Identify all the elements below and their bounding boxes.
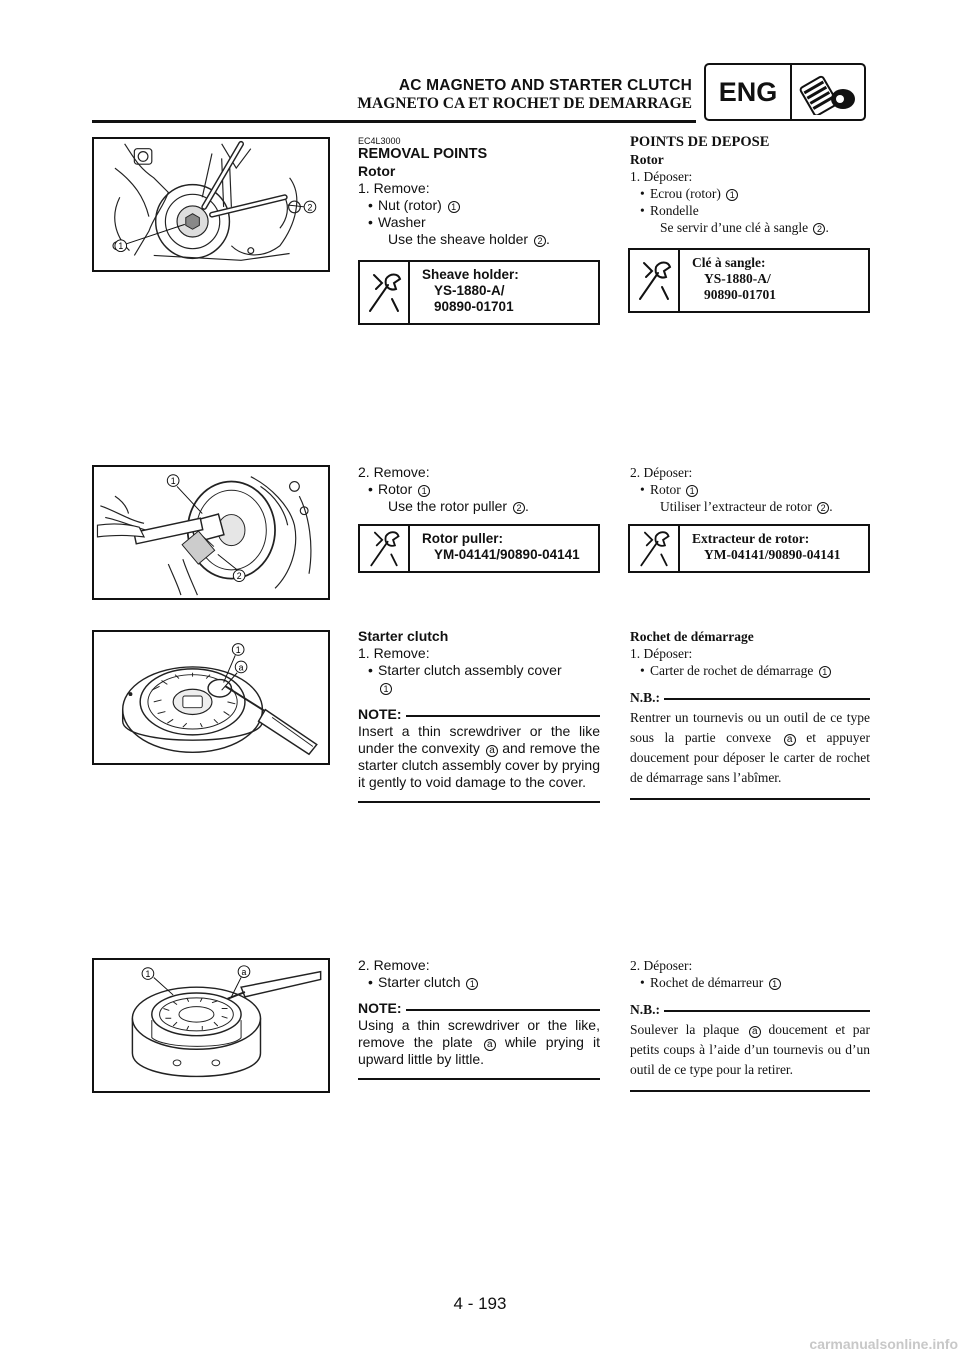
list-item: • Washer — [358, 214, 600, 231]
figure-rotor-nut — [92, 137, 330, 272]
step-1: 1. Remove: — [358, 645, 430, 661]
list-item: • Rotor 1 — [630, 481, 870, 498]
ref-1: 1 — [418, 485, 430, 497]
wrench-icon — [360, 262, 410, 323]
instruction-fr: Utiliser l’extracteur de rotor 2 . — [660, 499, 833, 514]
tool-number: 90890-01701 — [434, 299, 514, 314]
ref-2: 2 — [817, 502, 829, 514]
header-title-fr: MAGNETO CA ET ROCHET DE DEMARRAGE — [357, 95, 692, 112]
tool-number: YM-04141/90890-04141 — [434, 547, 580, 562]
svg-text:1: 1 — [235, 644, 241, 655]
list-item: • Ecrou (rotor) 1 — [630, 185, 870, 202]
list-item: • Nut (rotor) 1 — [358, 197, 600, 214]
figure-rotor-puller — [92, 465, 330, 600]
watermark: carmanualsonline.info — [809, 1336, 958, 1352]
step-2: 2. Remove: — [358, 957, 430, 973]
sec1-en — [358, 136, 600, 248]
svg-text:1: 1 — [145, 968, 151, 979]
step-2-fr: 2. Déposer: — [630, 465, 693, 480]
step-1-fr: 1. Déposer: — [630, 646, 693, 661]
instruction-fr: Se servir d’une clé à sangle 2 . — [660, 220, 829, 235]
tool-number: YM-04141/90890-04141 — [704, 547, 841, 562]
step-2: 2. Remove: — [358, 464, 430, 480]
step-2-fr: 2. Déposer: — [630, 958, 693, 973]
ref-2: 2 — [513, 502, 525, 514]
step-1-fr: 1. Déposer: — [630, 169, 693, 184]
ref-2: 2 — [813, 223, 825, 235]
note-text: Rentrer un tournevis ou un outil de ce type sous la partie convexe a et appuyer doucement pour déposer le carter de rochet de démarrage sans l’abîmer. — [630, 710, 871, 785]
rotor-subheading: Rotor — [358, 163, 396, 179]
ref-1: 1 — [686, 485, 698, 497]
tool-number: 90890-01701 — [704, 287, 776, 302]
header-rule — [92, 120, 696, 123]
wrench-icon — [630, 250, 680, 311]
list-item: • Rochet de démarreur 1 — [630, 974, 870, 991]
tool-number: YS-1880-A/ — [704, 271, 771, 286]
header-title-en: AC MAGNETO AND STARTER CLUTCH — [398, 77, 692, 94]
eng-badge-label: ENG — [706, 65, 792, 119]
sec4-fr — [630, 957, 870, 991]
nb-block — [630, 1000, 870, 1092]
ref-1: 1 — [448, 201, 460, 213]
ref-1: 1 — [726, 189, 738, 201]
step-1: 1. Remove: — [358, 180, 430, 196]
wrench-icon — [630, 526, 680, 571]
rotor-subheading-fr: Rotor — [630, 152, 664, 167]
svg-text:1: 1 — [118, 241, 124, 252]
list-item: • Rotor 1 — [358, 481, 600, 498]
sec3-en — [358, 628, 600, 696]
note-block — [358, 706, 600, 803]
note-label: N.B.: — [630, 690, 660, 705]
sec2-en — [358, 464, 600, 515]
svg-text:2: 2 — [236, 571, 242, 582]
ref-a: a — [749, 1026, 761, 1038]
sec1-fr — [630, 134, 870, 236]
ref-1: 1 — [466, 978, 478, 990]
sec4-en — [358, 957, 600, 991]
nb-block — [630, 688, 870, 800]
eng-badge — [704, 63, 866, 121]
rochet-subheading: Rochet de démarrage — [630, 629, 754, 644]
svg-text:2: 2 — [307, 202, 313, 213]
note-label: NOTE: — [358, 1000, 402, 1016]
ref-a: a — [784, 734, 796, 746]
ref-a: a — [486, 745, 498, 757]
ref-2: 2 — [534, 235, 546, 247]
list-item: • Rondelle — [630, 202, 870, 219]
tool-title: Clé à sangle: — [692, 255, 766, 270]
ref-a: a — [484, 1039, 496, 1051]
list-item: • Carter de rochet de démarrage 1 — [630, 662, 870, 679]
tool-sheave-holder — [358, 260, 600, 325]
figure-starter-clutch-cover — [92, 630, 330, 765]
note-label: NOTE: — [358, 706, 402, 722]
removal-points-heading: REMOVAL POINTS — [358, 146, 488, 162]
svg-text:a: a — [238, 662, 244, 673]
note-block — [358, 1000, 600, 1080]
ref-1: 1 — [380, 683, 392, 695]
note-label: N.B.: — [630, 1002, 660, 1017]
tool-title: Rotor puller: — [422, 531, 503, 546]
tool-title: Extracteur de rotor: — [692, 531, 810, 546]
tool-title: Sheave holder: — [422, 267, 519, 282]
note-text: Insert a thin screwdriver or the like under the convexity a and remove the starter clutch assembly cover by prying it gently to void damage to the cover. — [358, 723, 601, 790]
tool-number: YS-1880-A/ — [434, 283, 505, 298]
tool-extracteur-de-rotor — [628, 524, 870, 573]
instruction: Use the rotor puller 2 . — [388, 498, 529, 514]
ref-1: 1 — [819, 666, 831, 678]
list-item: • Starter clutch assembly cover 1 — [358, 662, 600, 696]
svg-text:a: a — [241, 967, 247, 978]
page-number: 4 - 193 — [453, 1294, 507, 1313]
tool-rotor-puller — [358, 524, 600, 573]
section-code: EC4L3000 — [358, 136, 401, 146]
ref-1: 1 — [769, 978, 781, 990]
sec2-fr — [630, 464, 870, 515]
starter-clutch-subheading: Starter clutch — [358, 628, 449, 644]
svg-text:1: 1 — [170, 475, 176, 486]
tool-cle-a-sangle — [628, 248, 870, 313]
note-text: Using a thin screwdriver or the like, remove the plate a while prying it upward little by little. — [358, 1017, 600, 1067]
engine-icon — [792, 65, 864, 119]
points-de-depose-heading: POINTS DE DEPOSE — [630, 134, 770, 150]
figure-starter-clutch — [92, 958, 330, 1093]
wrench-icon — [360, 526, 410, 571]
note-text: Soulever la plaque a doucement et par petits coups à l’aide d’un tournevis ou d’un outil de ce type pour la retirer. — [630, 1022, 871, 1077]
instruction: Use the sheave holder 2 . — [388, 231, 550, 247]
list-item: • Starter clutch 1 — [358, 974, 600, 991]
sec3-fr — [630, 628, 870, 679]
